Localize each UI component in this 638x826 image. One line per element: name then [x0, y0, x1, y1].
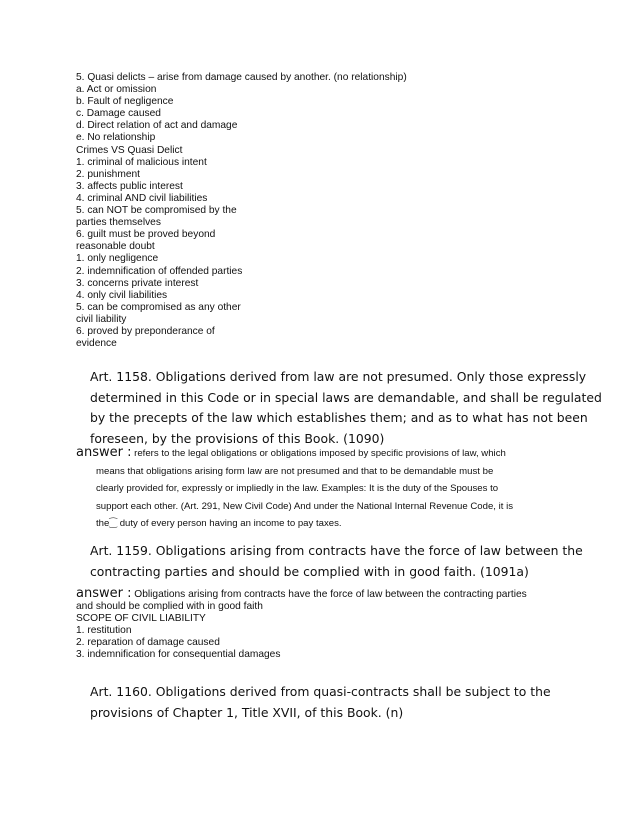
text-line: 2. indemnification of offended parties [76, 265, 243, 277]
answer-first-line [76, 444, 566, 463]
answer-1158 [76, 444, 566, 533]
text-line: d. Direct relation of act and damage [76, 120, 238, 132]
text-line: 6. proved by preponderance of [76, 325, 215, 337]
answer-first-line [76, 588, 566, 601]
text-line: 1. only negligence [76, 253, 159, 265]
article-line: contracting parties and should be complied with in good faith. (1091a) [90, 563, 529, 579]
text-line: civil liability [76, 313, 127, 325]
text-line: 3. affects public interest [76, 180, 183, 192]
text-line: 5. can be compromised as any other [76, 301, 241, 313]
answer-line: and should be complied with in good faith [76, 601, 263, 613]
answer-1159 [76, 588, 566, 662]
article-line: by the precepts of the law which establishes them; and as to what has not been [90, 410, 588, 426]
text-line: 4. only civil liabilities [76, 289, 168, 301]
answer-line: 2. reparation of damage caused [76, 637, 220, 649]
article-line: foreseen, by the provisions of this Book. (1090) [90, 430, 385, 446]
answer-label: answer : [76, 445, 132, 460]
text-line: evidence [76, 338, 117, 350]
article-line: provisions of Chapter 1, Title XVII, of this Book. (n) [90, 704, 404, 720]
text-line: b. Fault of negligence [76, 96, 174, 108]
answer-line: the⁐ duty of every person having an income to pay taxes. [96, 518, 342, 530]
article-line: Art. 1159. Obligations arising from contracts have the force of law between the [90, 543, 583, 558]
text-line: 2. punishment [76, 168, 140, 180]
article-line: Art. 1158. Obligations derived from law are not presumed. Only those expressly [90, 369, 587, 384]
text-line: c. Damage caused [76, 108, 161, 120]
text-line: 6. guilt must be proved beyond [76, 229, 216, 241]
answer-line: clearly provided for, expressly or impliedly in the law. Examples: It is the duty of the Spouses to [96, 483, 499, 495]
article-line: determined in this Code or in special laws are demandable, and shall be regulated [90, 389, 602, 405]
text-line: parties themselves [76, 217, 161, 229]
answer-label: answer : [76, 586, 132, 601]
text-line: reasonable doubt [76, 241, 155, 253]
article-1159 [90, 541, 583, 582]
quasi-delicts-section [76, 72, 407, 350]
answer-line: means that obligations arising form law are not presumed and that to be demandable must be [96, 465, 494, 477]
answer-line: support each other. (Art. 291, New Civil Code) And under the National Internal Revenue Code, it is [96, 500, 514, 512]
text-line: a. Act or omission [76, 84, 157, 96]
answer-text: refers to the legal obligations or obligations imposed by specific provisions of law, which [131, 448, 506, 459]
text-line: 1. criminal of malicious intent [76, 156, 207, 168]
section-heading: SCOPE OF CIVIL LIABILITY [76, 613, 206, 625]
answer-line: 3. indemnification for consequential damages [76, 649, 281, 661]
article-line: Art. 1160. Obligations derived from quasi-contracts shall be subject to the [90, 684, 551, 699]
section-heading: Crimes VS Quasi Delict [76, 144, 183, 156]
text-line: 3. concerns private interest [76, 277, 199, 289]
text-line: e. No relationship [76, 132, 156, 144]
answer-line: 1. restitution [76, 625, 132, 637]
text-line: 5. can NOT be compromised by the [76, 205, 237, 217]
article-1158 [90, 367, 602, 449]
article-1160 [90, 682, 560, 723]
text-line: 4. criminal AND civil liabilities [76, 192, 208, 204]
text-line: 5. Quasi delicts – arise from damage caused by another. (no relationship) [76, 72, 407, 83]
answer-text: Obligations arising from contracts have the force of law between the contracting parties [131, 589, 527, 600]
